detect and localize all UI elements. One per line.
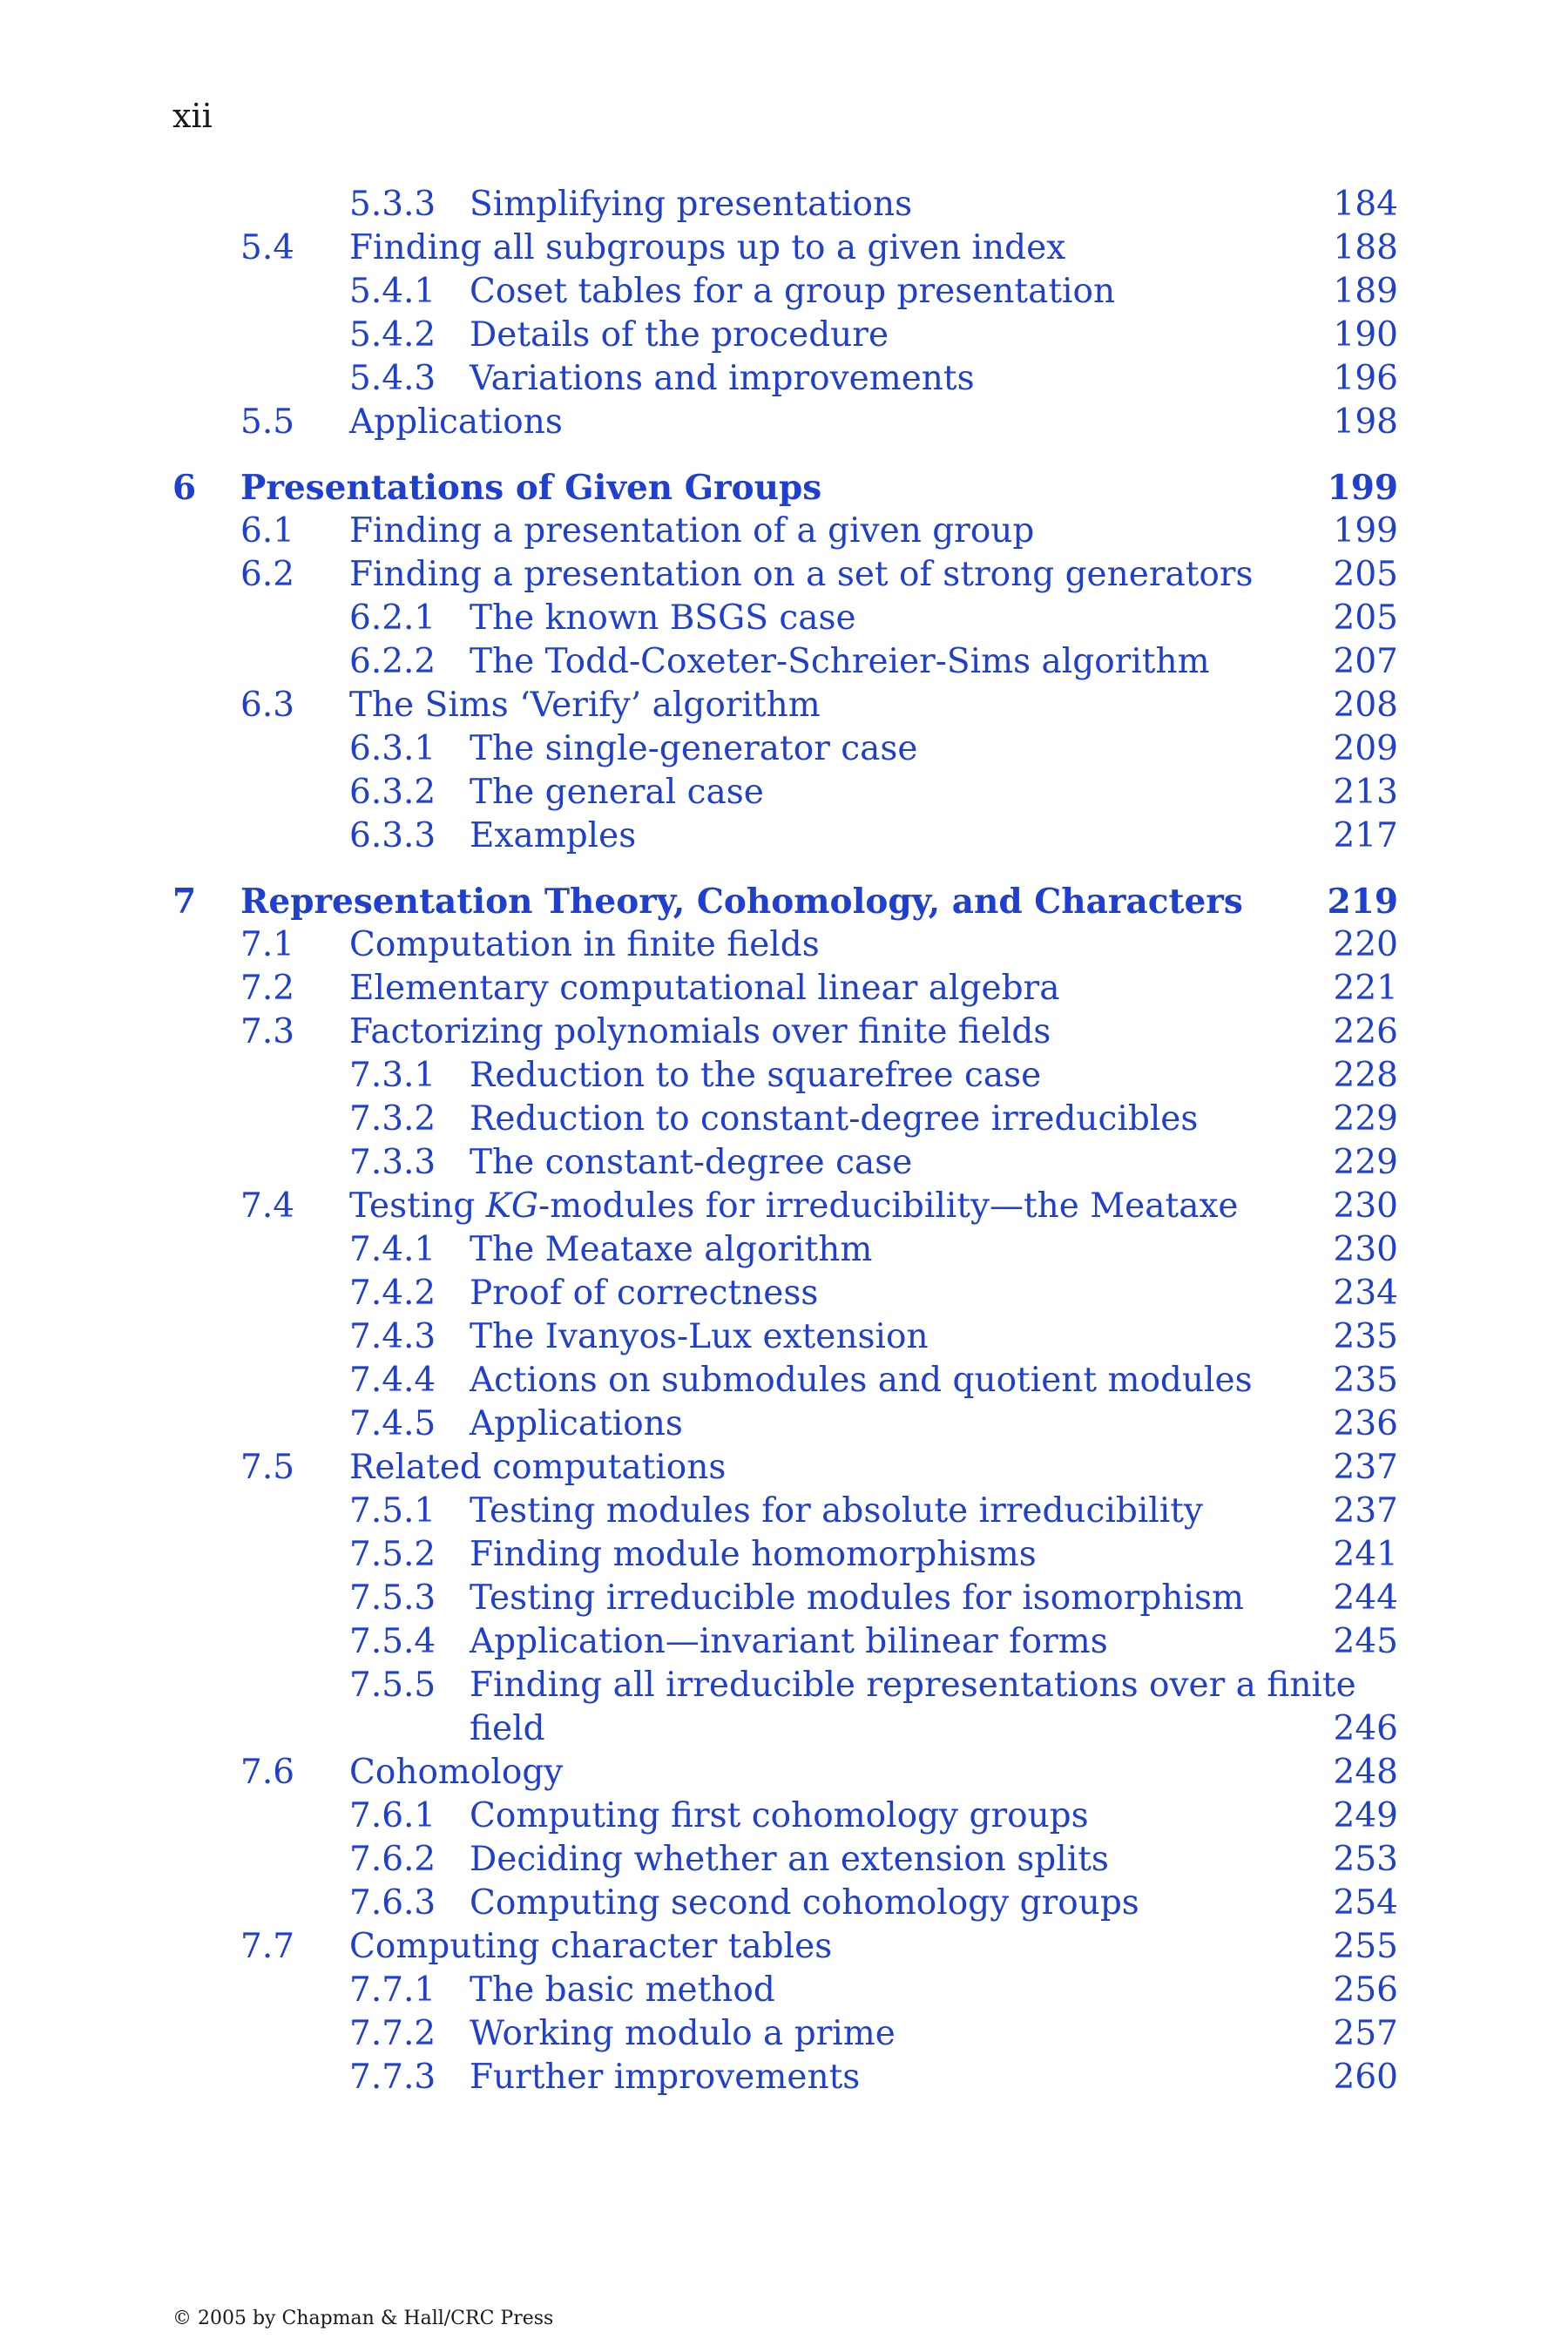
toc-entry-page: 235 [1333,1317,1398,1356]
toc-entry[interactable] [0,2056,1568,2099]
toc-entry[interactable] [0,2012,1568,2056]
toc-entry-page: 230 [1333,1230,1398,1269]
toc-entry-number: 7.7.3 [349,2058,436,2097]
toc-entry-page: 205 [1333,598,1398,638]
toc-entry-title: Representation Theory, Cohomology, and Characters [240,882,1243,922]
toc-entry-page: 245 [1333,1622,1398,1661]
toc-entry-title: Actions on submodules and quotient modules [470,1361,1253,1400]
toc-entry-number: 5.3.3 [349,185,436,224]
toc-entry-title: The known BSGS case [470,598,856,638]
toc-entry-page: 229 [1333,1143,1398,1182]
toc-entry-title: Working modulo a prime [470,2014,896,2053]
toc-entry-page: 230 [1333,1186,1398,1226]
toc-entry-page: 220 [1333,925,1398,964]
toc-entry-number: 7.6 [240,1753,295,1792]
toc-entry-title: Finding all subgroups up to a given index [349,228,1066,267]
toc-entry-page: 241 [1333,1535,1398,1574]
toc-entry[interactable] [0,1141,1568,1185]
toc-entry-page: 248 [1333,1753,1398,1792]
toc-entry[interactable] [0,183,1568,226]
toc-entry-number: 5.4.2 [349,315,436,355]
toc-entry[interactable] [0,1098,1568,1141]
toc-entry-page: 253 [1333,1840,1398,1879]
toc-entry-title: Computing second cohomology groups [470,1883,1139,1923]
toc-entry-number: 7.5.3 [349,1578,436,1618]
toc-entry-number: 7 [172,882,197,922]
toc-entry-page: 205 [1333,555,1398,594]
toc-entry-number: 7.5.1 [349,1491,436,1531]
toc-entry-title: field [470,1709,545,1748]
toc-entry-number: 5.4 [240,228,295,267]
toc-entry-title: Testing irreducible modules for isomorphism [470,1578,1244,1618]
toc-entry[interactable] [0,357,1568,401]
toc-entry-number: 7.7.2 [349,2014,436,2053]
toc-entry[interactable] [0,510,1568,553]
toc-entry[interactable] [0,1402,1568,1446]
toc-entry-number: 7.6.1 [349,1796,436,1835]
toc-entry-number: 7.3.2 [349,1099,436,1139]
toc-entry[interactable] [0,640,1568,684]
toc-entry-page: 244 [1333,1578,1398,1618]
toc-entry[interactable] [0,1054,1568,1098]
toc-entry-title: Proof of correctness [470,1274,819,1313]
toc-entry-number: 7.5.5 [349,1666,436,1705]
toc-entry-number: 6.3.1 [349,729,436,768]
toc-entry-page: 237 [1333,1448,1398,1487]
toc-entry-title: Simplifying presentations [470,185,913,224]
toc-entry-page: 184 [1333,185,1398,224]
toc-entry-number: 6.2.2 [349,642,436,681]
toc-entry-number: 7.5.4 [349,1622,436,1661]
toc-entry-page: 255 [1333,1927,1398,1966]
toc-entry-page: 207 [1333,642,1398,681]
toc-entry-number: 6.3.2 [349,773,436,812]
toc-entry-number: 7.4.4 [349,1361,436,1400]
toc-entry-number: 6.3.3 [349,816,436,855]
toc-entry[interactable] [0,814,1568,858]
toc-entry-page: 221 [1333,969,1398,1008]
toc-entry-page: 209 [1333,729,1398,768]
toc-entry-title: The Todd-Coxeter-Schreier-Sims algorithm [470,642,1210,681]
toc-entry-page: 257 [1333,2014,1398,2053]
toc-entry-number: 7.3.3 [349,1143,436,1182]
toc-entry[interactable] [0,401,1568,444]
toc-entry-number: 7.4.1 [349,1230,436,1269]
toc-entry-title: The general case [470,773,764,812]
toc-entry-title: The single-generator case [470,729,918,768]
toc-entry[interactable] [0,727,1568,771]
toc-entry[interactable] [0,1228,1568,1272]
toc-entry[interactable] [0,1315,1568,1359]
toc-entry-number: 7.5 [240,1448,295,1487]
toc-entry[interactable] [0,684,1568,727]
toc-entry-page: 188 [1333,228,1398,267]
toc-entry-page: 208 [1333,686,1398,725]
toc-entry[interactable] [0,1969,1568,2012]
toc-entry[interactable] [0,553,1568,597]
toc-entry-title: Reduction to constant-degree irreducibles [470,1099,1199,1139]
toc-entry-number: 7.7.1 [349,1970,436,2010]
toc-entry-page: 229 [1333,1099,1398,1139]
toc-entry-title: Further improvements [470,2058,861,2097]
toc-entry-page: 246 [1333,1709,1398,1748]
toc-entry-page: 256 [1333,1970,1398,2010]
toc-entry-page: 226 [1333,1012,1398,1051]
toc-entry-title: Computation in finite fields [349,925,820,964]
toc-entry[interactable] [0,1185,1568,1228]
toc-entry-number: 5.4.3 [349,359,436,398]
toc-entry-page: 217 [1333,816,1398,855]
toc-entry[interactable] [0,1490,1568,1533]
toc-entry-number: 7.6.2 [349,1840,436,1879]
toc-entry[interactable] [0,270,1568,314]
toc-entry-number: 7.4.3 [349,1317,436,1356]
toc-entry-title: Related computations [349,1448,727,1487]
toc-entry-number: 7.4.2 [349,1274,436,1313]
toc-entry[interactable] [0,1533,1568,1577]
toc-entry[interactable] [0,314,1568,357]
page-number: xii [172,97,213,135]
toc-entry-page: 249 [1333,1796,1398,1835]
toc-entry-title: Applications [470,1404,683,1443]
toc-entry-page: 254 [1333,1883,1398,1923]
toc-entry-title: Coset tables for a group presentation [470,272,1116,311]
toc-entry-title: Reduction to the squarefree case [470,1056,1042,1095]
toc-entry-continuation[interactable] [0,1707,1568,1751]
toc-entry[interactable] [0,1882,1568,1925]
toc-entry[interactable] [0,1577,1568,1620]
toc-entry-number: 7.4 [240,1186,295,1226]
toc-entry[interactable] [0,1359,1568,1402]
toc-entry-title: Application—invariant bilinear forms [470,1622,1108,1661]
toc-entry-title: Computing character tables [349,1927,833,1966]
copyright-footer: © 2005 by Chapman & Hall/CRC Press [172,2308,554,2329]
toc-entry-page: 237 [1333,1491,1398,1531]
toc-entry-number: 7.3.1 [349,1056,436,1095]
toc-entry-number: 6 [172,468,197,508]
toc-entry[interactable] [0,771,1568,814]
toc-entry[interactable] [0,1664,1568,1707]
toc-entry-title: Deciding whether an extension splits [470,1840,1109,1879]
toc-entry-number: 5.5 [240,402,295,442]
toc-entry-page: 234 [1333,1274,1398,1313]
toc-entry-page: 199 [1327,468,1398,508]
toc-entry[interactable] [0,1925,1568,1969]
toc-entry-number: 7.6.3 [349,1883,436,1923]
toc-entry-title: Finding module homomorphisms [470,1535,1037,1574]
toc-entry-number: 7.7 [240,1927,295,1966]
toc-entry-number: 7.1 [240,925,295,964]
toc-entry[interactable] [0,1620,1568,1664]
toc-entry-title: Details of the procedure [470,315,889,355]
toc-entry-number: 7.2 [240,969,295,1008]
toc-entry-title: Elementary computational linear algebra [349,969,1060,1008]
toc-entry-title: Cohomology [349,1753,564,1792]
toc-entry-number: 6.2.1 [349,598,436,638]
toc-entry-number: 7.5.2 [349,1535,436,1574]
toc-entry-page: 235 [1333,1361,1398,1400]
toc-entry-title: Examples [470,816,637,855]
toc-entry-page: 219 [1327,882,1398,922]
toc-entry-page: 260 [1333,2058,1398,2097]
toc-entry-page: 189 [1333,272,1398,311]
toc-entry[interactable] [0,1838,1568,1882]
toc-entry-title: Factorizing polynomials over finite fields [349,1012,1051,1051]
toc-entry-title: The Ivanyos-Lux extension [470,1317,929,1356]
table-of-contents [0,183,1568,2099]
toc-entry[interactable] [0,1751,1568,1794]
toc-entry-title: Testing KG-modules for irreducibility—the Meataxe [349,1186,1239,1226]
toc-entry-title: Finding a presentation on a set of strong generators [349,555,1254,594]
toc-entry-title: Computing first cohomology groups [470,1796,1089,1835]
toc-entry-page: 190 [1333,315,1398,355]
toc-entry[interactable] [0,923,1568,967]
toc-entry-title: The basic method [470,1970,775,2010]
toc-entry-number: 6.1 [240,511,295,551]
toc-entry-title: The Meataxe algorithm [470,1230,873,1269]
toc-entry-number: 6.2 [240,555,295,594]
toc-entry[interactable] [0,1272,1568,1315]
toc-entry[interactable] [0,226,1568,270]
toc-entry-page: 199 [1333,511,1398,551]
toc-chapter-entry[interactable] [0,466,1568,510]
toc-entry-title: Presentations of Given Groups [240,468,822,508]
toc-entry-title: The Sims ‘Verify’ algorithm [349,686,821,725]
toc-entry[interactable] [0,1794,1568,1838]
toc-entry-title: Applications [349,402,563,442]
toc-entry[interactable] [0,1446,1568,1490]
toc-entry-page: 228 [1333,1056,1398,1095]
toc-entry-title: The constant-degree case [470,1143,913,1182]
toc-entry-page: 236 [1333,1404,1398,1443]
toc-entry-number: 7.3 [240,1012,295,1051]
toc-entry-title: Finding a presentation of a given group [349,511,1035,551]
toc-entry[interactable] [0,597,1568,640]
toc-entry-number: 5.4.1 [349,272,436,311]
toc-entry-title: Testing modules for absolute irreducibility [470,1491,1203,1531]
toc-entry-number: 7.4.5 [349,1404,436,1443]
toc-entry-title: Finding all irreducible representations over a finite [470,1666,1356,1705]
toc-entry-page: 198 [1333,402,1398,442]
toc-chapter-entry[interactable] [0,880,1568,923]
toc-entry-title: Variations and improvements [470,359,975,398]
toc-entry-page: 213 [1333,773,1398,812]
toc-entry[interactable] [0,1010,1568,1054]
toc-entry-page: 196 [1333,359,1398,398]
toc-entry[interactable] [0,967,1568,1010]
toc-entry-number: 6.3 [240,686,295,725]
